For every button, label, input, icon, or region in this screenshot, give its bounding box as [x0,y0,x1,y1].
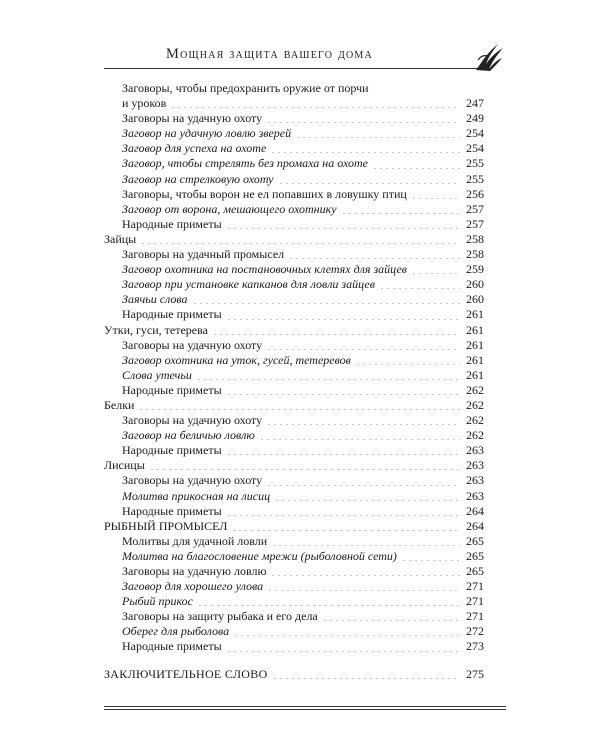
toc-entry-title: Заговор для успеха на охоте [122,141,267,156]
toc-row [104,549,484,564]
header-rule [104,68,489,69]
dot-leader [226,454,460,455]
toc-row [104,96,484,111]
toc-entry-page: 249 [466,111,484,126]
toc-entry-title: Народные приметы [122,443,222,458]
toc-row [104,338,484,353]
toc-row [104,594,484,609]
dot-leader [379,288,460,289]
toc-entry-title: Заговор на удачную ловлю зверей [122,126,292,141]
toc-row [104,353,484,368]
toc-entry-title: Народные приметы [122,307,222,322]
toc-entry-page: 263 [466,488,484,503]
toc-entry-page: 262 [466,397,484,412]
toc-entry-page: 271 [466,609,484,624]
dot-leader [226,319,460,320]
toc-entry-title: Заговоры на удачную охоту [122,473,263,488]
toc-entry-title: Заговор для хорошего улова [122,579,264,594]
toc-entry-title: Заговор при установке капканов для ловли зайцев [122,277,375,292]
dot-leader [266,485,460,486]
toc-entry-title: Заговоры, чтобы ворон не ел попавших в ловушку птиц [122,186,407,201]
toc-entry-title: Заговоры на удачную ловлю [122,564,267,578]
toc-row [104,156,484,171]
dot-leader [295,137,460,138]
toc-entry-page: 265 [466,533,484,548]
dot-leader [170,107,460,108]
toc-row [104,624,484,639]
toc-row [104,667,484,682]
dot-leader [259,439,460,440]
toc-row [104,368,484,383]
toc-entry-page: 260 [466,277,484,292]
toc-entry-page: 263 [466,443,484,458]
toc-entry-page: 256 [466,186,484,201]
toc-entry-title: Заговоры на удачный промысел [122,247,285,262]
toc-entry-page: 271 [466,579,484,594]
toc-entry-title: Зайцы [104,231,137,246]
dot-leader [270,152,460,153]
footer-rule-2 [104,709,506,710]
toc-entry-title: ЗАКЛЮЧИТЕЛЬНОЕ СЛОВО [104,666,268,681]
dot-leader [274,500,460,501]
toc-entry-title: Заговор, чтобы стрелять без промаха на охоте [122,156,369,171]
toc-entry-page: 258 [466,247,484,262]
toc-entry-title: Заговоры на защиту рыбака и его дела [122,609,318,624]
toc-entry-page: 264 [466,503,484,518]
dot-leader [278,183,460,184]
toc-row [104,262,484,277]
toc-entry-title: Утки, гуси, тетерева [104,322,208,337]
toc-entry-title: Заговор охотника на постановочных клетях для зайцев [122,262,407,277]
toc-entry-page: 254 [466,141,484,156]
toc-entry-page: 272 [466,624,484,639]
toc-row [104,292,484,307]
toc-entry-page: 263 [466,458,484,473]
dot-leader [322,620,460,621]
toc-entry-title: Оберег для рыболова [122,624,230,639]
toc-row [104,247,484,262]
toc-row [104,187,484,202]
dot-leader [266,122,460,123]
toc-entry-page: 257 [466,216,484,231]
dot-leader [140,243,460,244]
section-gap [104,655,484,667]
toc-row [104,413,484,428]
dot-leader [231,530,460,531]
toc-entry-title: Заговор от ворона, мешающего охотнику [122,201,337,216]
toc-entry-title: Заячьи слова [122,292,188,307]
toc-entry-title: Заговоры, чтобы предохранить оружие от порчи [122,81,369,95]
toc-row [104,277,484,292]
toc-entry-title: Народные приметы [122,382,222,397]
toc-entry-title: и уроков [122,96,167,111]
toc-entry-title: Молитва прикосная на лисиц [122,488,271,503]
toc-entry-page: 261 [466,337,484,352]
dot-leader [272,678,460,679]
toc-row [104,504,484,519]
toc-row [104,534,484,549]
dot-leader [266,424,460,425]
toc-entry-title: Заговор охотника на уток, гусей, тетеревов [122,352,351,367]
toc-entry-title: Молитвы для удачной ловли [122,533,268,548]
toc-entry-page: 262 [466,413,484,428]
toc-entry-page: 258 [466,231,484,246]
toc-entry-page: 255 [466,156,484,171]
dot-leader [226,515,460,516]
toc-entry-title: Слова утечьи [122,367,192,382]
toc-row [104,111,484,126]
toc-entry-title: Молитва на благословение мрежи (рыболовной сети) [122,548,397,563]
toc-entry-page: 273 [466,639,484,654]
toc-entry-page: 261 [466,352,484,367]
toc-row [104,202,484,217]
toc-row [104,473,484,488]
dot-leader [226,394,460,395]
toc-entry-page: 261 [466,322,484,337]
toc-row [104,172,484,187]
toc-entry-title: Заговоры на удачную охоту [122,413,263,428]
toc-entry-page: 264 [466,518,484,533]
toc-entry-page: 257 [466,201,484,216]
running-header [104,46,504,70]
toc-entry-page: 262 [466,382,484,397]
dot-leader [192,303,460,304]
toc-entry-title: Заговор на стрелковую охоту [122,171,274,186]
toc-entry-page: 261 [466,367,484,382]
dot-leader [270,575,460,576]
dot-leader [149,469,460,470]
toc-entry-page: 247 [466,96,484,111]
toc-row [104,579,484,594]
toc-entry-title: Лисицы [104,458,145,473]
toc-row [104,398,484,413]
dot-leader [212,334,460,335]
toc-row [104,609,484,624]
toc-row [104,383,484,398]
dot-leader [196,379,460,380]
toc-entry-title: Рыбий прикос [122,594,193,609]
toc-entry-page: 254 [466,126,484,141]
toc-row [104,489,484,504]
toc-row [104,307,484,322]
toc-row [104,519,484,534]
dot-leader [411,273,460,274]
dot-leader [288,258,460,259]
header-title: Мощная защита вашего дома [166,46,373,62]
toc-entry-page: 259 [466,262,484,277]
toc-entry-page: 275 [466,666,484,681]
dot-leader [197,605,460,606]
toc-entry-page: 263 [466,473,484,488]
dot-leader [138,409,460,410]
toc-row [104,232,484,247]
toc-row [104,81,484,96]
toc-entry-page: 261 [466,307,484,322]
toc-row [104,323,484,338]
toc-entry-title: Заговор на беличью ловлю [122,428,255,443]
dot-leader [372,168,460,169]
dot-leader [341,213,460,214]
toc-entry-title: РЫБНЫЙ ПРОМЫСЕЛ [104,518,228,533]
toc-entry-title: Народные приметы [122,639,222,654]
toc-entry-page: 262 [466,428,484,443]
toc-entry-title: Заговоры на удачную охоту [122,111,263,126]
flourish-logo-icon [472,40,506,74]
toc-row [104,428,484,443]
toc-row [104,458,484,473]
toc-entry-title: Белки [104,397,135,412]
dot-leader [411,198,460,199]
toc-row [104,639,484,654]
toc-entry-title: Народные приметы [122,503,222,518]
toc-row [104,564,484,579]
dot-leader [226,228,460,229]
dot-leader [355,364,460,365]
table-of-contents [104,81,484,682]
dot-leader [226,651,460,652]
toc-entry-page: 260 [466,292,484,307]
dot-leader [266,349,460,350]
toc-entry-page: 265 [466,548,484,563]
footer-rule [104,706,506,707]
toc-row [104,443,484,458]
toc-row [104,217,484,232]
toc-entry-title: Народные приметы [122,216,222,231]
dot-leader [271,545,460,546]
dot-leader [267,590,460,591]
dot-leader [401,560,460,561]
toc-entry-page: 265 [466,564,484,578]
dot-leader [233,635,460,636]
toc-entry-page: 271 [466,594,484,609]
toc-row [104,126,484,141]
toc-entry-title: Заговоры на удачную охоту [122,337,263,352]
toc-entry-page: 255 [466,171,484,186]
toc-row [104,141,484,156]
